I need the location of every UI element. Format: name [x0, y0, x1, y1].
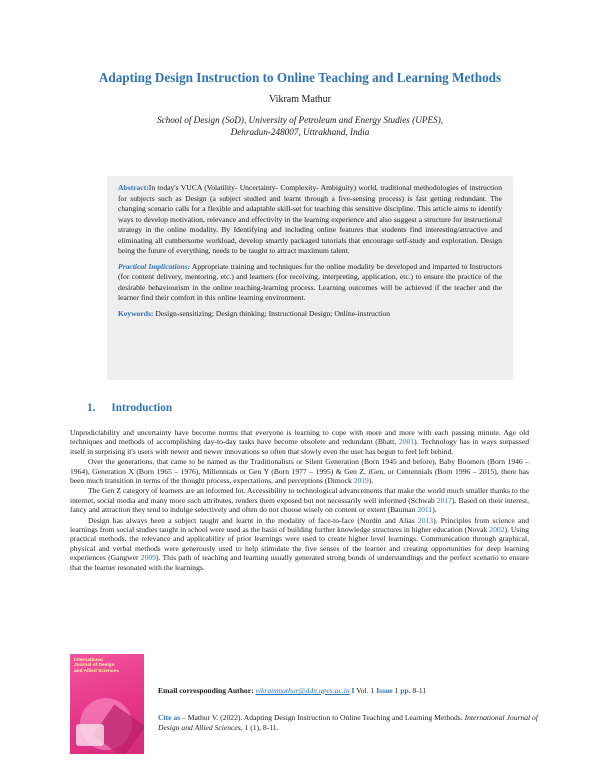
text-run: ). This path of teaching and learning usually generated strong bonds of understandings and the perfect scenario to ensure that the learner resonated with the learnings.: [70, 553, 529, 572]
cover-title-line: Journal of Design: [74, 663, 115, 669]
cite-label: Cite as –: [158, 713, 186, 722]
text-run: ).: [368, 476, 374, 486]
body-text: [70, 428, 529, 572]
text-run: ).: [432, 505, 437, 515]
abstract-label: Abstract:: [118, 183, 149, 192]
keywords-paragraph: [118, 309, 502, 320]
keywords-text: Design-sensitizing; Design thinking; Instructional Design; Online-instruction: [153, 308, 391, 318]
text-run: Design has always been a subject taught and learnt in the modality of face-to-face (Nordin and Alias: [88, 515, 418, 525]
citation-link[interactable]: 2009: [140, 553, 156, 563]
body-paragraph-2: [70, 457, 529, 485]
paper-title: Adapting Design Instruction to Online Teaching and Learning Methods: [98, 70, 502, 85]
cite-text: Mathur V. (2022). Adapting Design Instruction to Online Teaching and Learning Methods.: [185, 713, 465, 722]
text-run: The Gen Z category of learners are an informed lot. Accessibility to technological advancements that make the world much smaller thanks to the internet, social media and many more such attributes, renders them exposed but not necessarily well informed (Schwab: [70, 486, 529, 505]
email-link[interactable]: vikrammathur@ddn.upes.ac.in: [255, 686, 350, 695]
separator: I: [351, 686, 355, 695]
cover-title-line: International: [74, 658, 103, 663]
abstract-paragraph: [118, 183, 502, 257]
section-number: 1.: [87, 402, 96, 414]
citation-link[interactable]: 2017: [436, 495, 453, 505]
citation-link[interactable]: 2019: [353, 476, 369, 486]
footer-citation: [158, 713, 538, 733]
citation-link[interactable]: 2013: [417, 515, 434, 525]
pages-label: pp.: [400, 686, 411, 695]
author-name: Vikram Mathur: [269, 94, 331, 105]
cite-tail: , 1 (1), 8-11.: [240, 723, 279, 732]
cover-title-line: and Allied Sciences: [74, 668, 119, 674]
body-paragraph-3: [70, 486, 529, 514]
keywords-label: Keywords:: [118, 308, 154, 318]
affiliation: [0, 114, 600, 138]
issue-number: 1: [394, 686, 399, 695]
cover-title: [74, 658, 142, 674]
text-run: ). Using practical methods, the relevance and applicability of prior learnings were used to create higher level learnings. Communication through graphical, physical and verbal methods were generously used to help stimulate the five senses of the learner and creating opportunities for deep learning experiences (Gangwer: [70, 525, 530, 563]
cite-journal: International Journal of Design and Allied Sciences: [158, 713, 538, 732]
body-paragraph-1: [70, 428, 529, 456]
implications-text: Appropriate training and techniques for the online modality be developed and imparted to Instructors (for content delivery, mentoring, etc.) and learners (for receiving, interpreting, application, etc.) to ensure the practice of the desirable behaviourism in the online teaching-learning process. Learning outcomes will be achieved if the teacher and the learner find their comfort in this online learning environment.: [118, 261, 502, 302]
journal-cover-image: [70, 654, 144, 754]
abstract-box: [107, 176, 513, 380]
footer-corresponding: [158, 686, 538, 696]
volume: Vol. 1: [356, 686, 375, 695]
cover-decoration: [76, 724, 104, 746]
affiliation-line-1: School of Design (SoD), University of Petroleum and Energy Studies (UPES),: [156, 115, 444, 125]
text-run: Unpredictability and uncertainty have become norms that everyone is learning to cope with more and more with each passing minute. Age old techniques and methods of accomplishing day-to-day tasks have become obsolete and redundant (Bhatt,: [70, 428, 529, 447]
body-paragraph-4: [70, 516, 529, 572]
email-label: Email corresponding Author:: [158, 686, 256, 695]
issue-label: Issue: [376, 686, 393, 695]
text-run: ). Principles from science and learnings from social studies taught in school were used as the basis of building further knowledge structures in higher education (Novak: [70, 515, 529, 535]
text-run: Over the generations, that came to be named as the Traditionalists or Silent Generation (Born 1945 and before), Baby Boomers (Born 1946 – 1964), Generation X (Born 1965 – 1976), Millennials or Gen Y (Born 1977 – 1995) & Gen Z, iGen, or Centennials (Born 1996 – 2015), there has been much transition in terms of the thought process, expectations, and perceptions (Dimock: [70, 457, 529, 486]
pages: 8-11: [412, 686, 427, 695]
section-title: Introduction: [111, 402, 173, 414]
citation-link[interactable]: 2002: [489, 525, 505, 535]
affiliation-line-2: Dehradun-248007, Uttrakhand, India: [230, 127, 370, 137]
text-run: ). Technology has in ways surpassed itself in surprising it's users with newer and newer innovations so often that slowly even the user has begun to feel left behind.: [70, 437, 529, 456]
implications-label: Practical Implications:: [118, 261, 191, 271]
citation-link[interactable]: 2001: [398, 437, 415, 447]
abstract-text: In today's VUCA (Volatility- Uncertainty- Complexity- Ambiguity) world, traditional methodologies of instruction for subjects such as Design (a subject studied and learnt through a five-sensing process) is fast getting redundant. The changing scenario calls for a flexible and adaptable skill-set for teaching this sensitive discipline. This article aims to identify ways to develop motivation, relevance and effectivity in the learning experience and also suggest a structure for instructional strategy in the online modality. By Identifying and including online features that students find interesting/attractive and eliminating all cumbersome workload, develop smartly packaged tutorials that encourage self-study and exploration. Design being the future of everything, needs to be taught to attract maximum talent.: [118, 183, 502, 255]
implications-paragraph: [118, 262, 502, 304]
section-heading-introduction: [87, 402, 172, 414]
citation-link[interactable]: 2011: [417, 505, 433, 515]
text-run: ). Based on their interest, fancy and attraction they tend to indulge selectively and often do not choose wisely on content or extent (Bauman: [70, 495, 529, 515]
